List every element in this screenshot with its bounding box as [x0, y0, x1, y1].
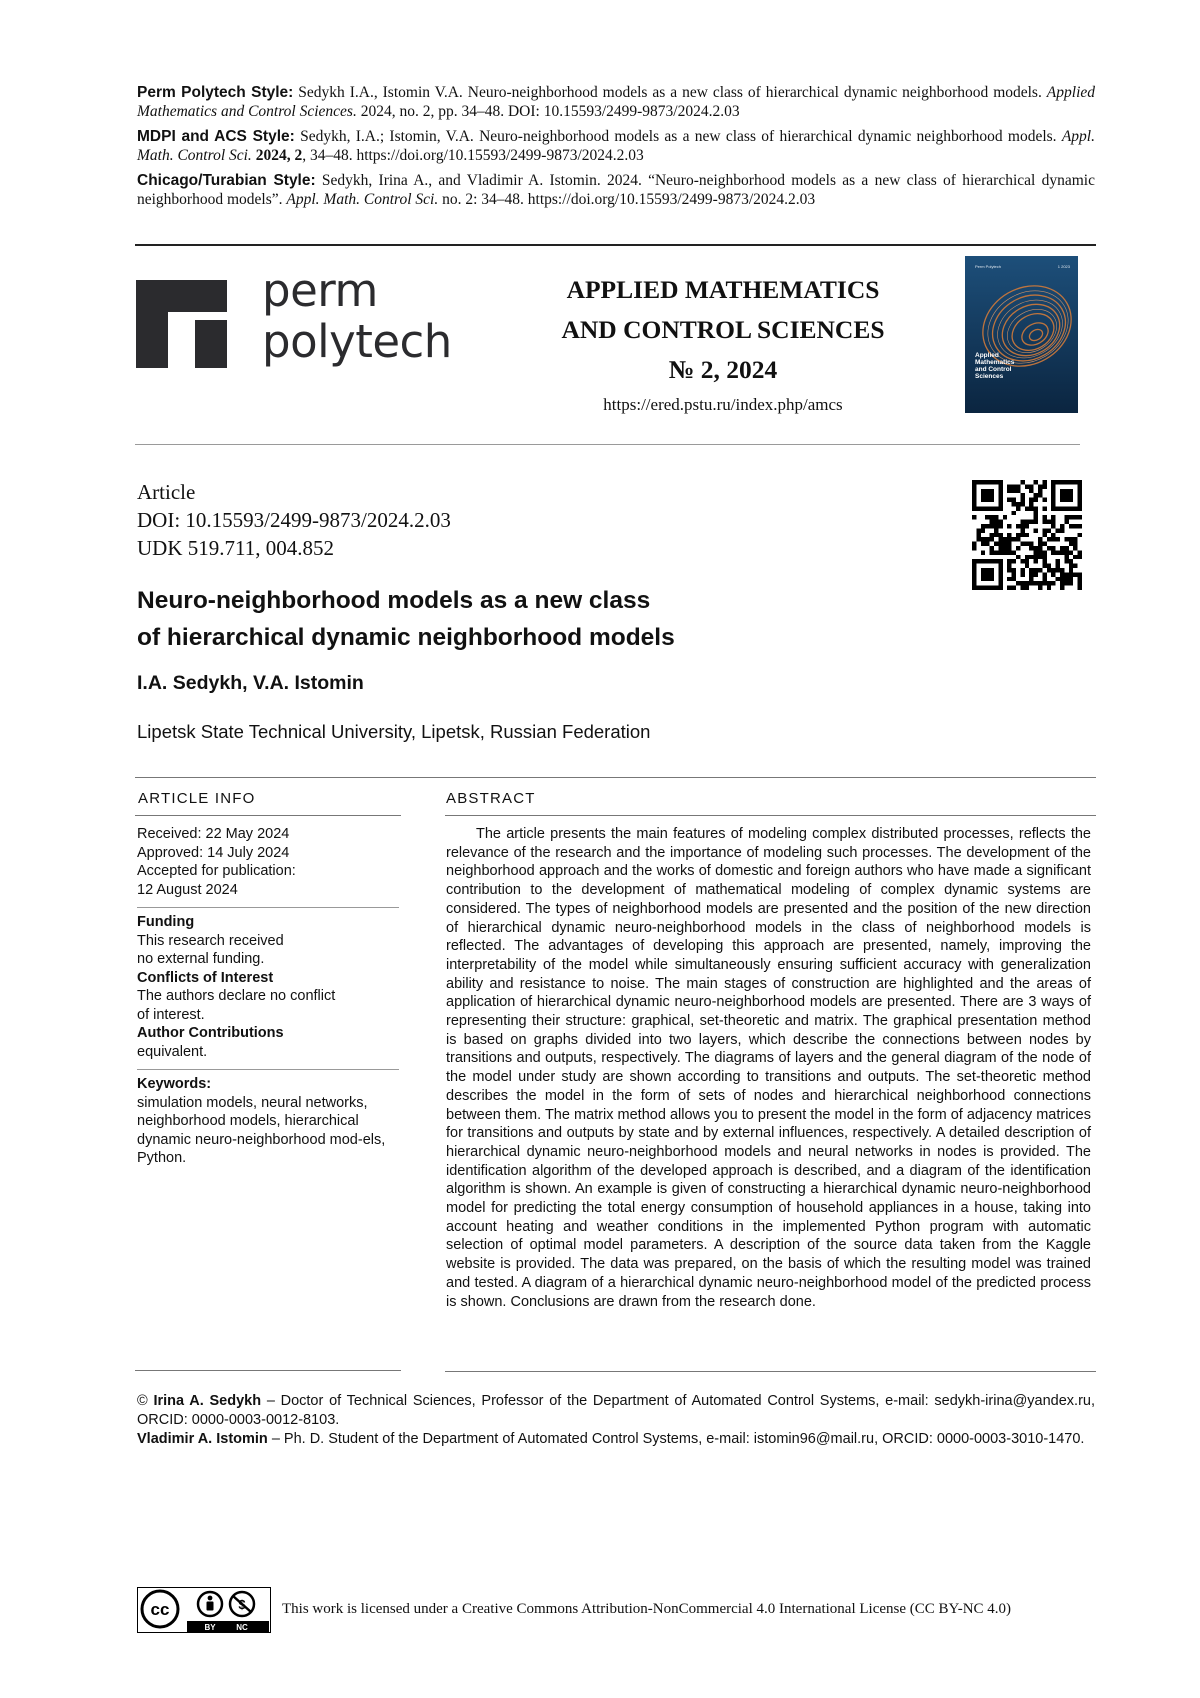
article-meta — [137, 478, 451, 562]
header-divider — [135, 244, 1096, 246]
abstract-text: The article presents the main features of modeling complex distributed processes, reflects the relevance of the research and the importance of modeling such processes. The development of the neighborhood approach and the works of domestic and foreign authors who have made a significant contribution to the development of mathematical modeling of complex dynamic systems are considered. The types of neighborhood models are presented and the position of the new direction of hierarchical dynamic neuro-neighborhood models in the class of neighborhood models is reflected. The advantages of developing this approach are presented, namely, improving the interpretability of the model while simultaneously ensuring sufficient accuracy with generalization ability and resistance to noise. The main stages of construction are highlighted and the areas of application of hierarchical dynamic neuro-neighborhood models are presented. There are 3 ways of representing their structure: graphical, set-theoretic and matrix. The graphical presentation method is based on graphs divided into two layers, which describe the connections between nodes by transitions and outputs, respectively. The diagrams of layers and the general diagram of the node of the model under study are shown according to transitions and outputs. The set-theoretic method describes the model in the form of sets of nodes and hierarchical neighborhood connections between them. The matrix method allows you to present the model in the form of adjacency matrices for transitions and outputs by state and by external influences, respectively. A detailed description of hierarchical dynamic neuro-neighborhood models and neural networks in nodes is provided. The identification algorithm of the developed approach is described, and a diagram of the identification algorithm is shown. An example is given of constructing a hierarchical dynamic neuro-neighborhood model for predicting the total energy consumption of household appliances in a house, taking into account heating and weather conditions in the implemented Python program with automatic selection of optimal model parameters. A description of the source data taken from the Kaggle website is provided. The data was prepared, on the basis of which the resulting model was trained and tested. A diagram of a hierarchical dynamic neuro-neighborhood model of the predicted process is shown. Conclusions are drawn from the research done. — [446, 825, 1091, 1311]
qr-code-icon[interactable] — [972, 480, 1082, 590]
svg-text:BY: BY — [204, 1623, 216, 1632]
cover-spiral-icon — [965, 256, 1078, 413]
info-top-rule — [135, 777, 1096, 778]
journal-name-line2: AND CONTROL SCIENCES — [528, 310, 918, 350]
article-dates: Received: 22 May 2024 Approved: 14 July 2024 Accepted for publication: 12 August 2024 — [137, 825, 397, 903]
journal-header — [528, 270, 918, 418]
article-info-heading: ARTICLE INFO — [138, 790, 255, 807]
svg-text:NC: NC — [236, 1623, 248, 1632]
article-doi[interactable]: DOI: 10.15593/2499-9873/2024.2.03 — [137, 506, 451, 534]
citation-block — [137, 83, 1095, 215]
logo-wordmark: perm polytech — [262, 265, 452, 367]
license-text: This work is licensed under a Creative Commons Attribution-NonCommercial 4.0 International License (CC BY-NC 4.0) — [282, 1601, 1011, 1618]
info-bottom-rule — [135, 1370, 401, 1371]
article-info-panel — [137, 825, 397, 1172]
journal-cover-image: Perm Polytech 1 2023 Applied Mathematics and Control Sciences — [965, 256, 1078, 413]
info-separator — [137, 907, 399, 908]
perm-polytech-logo — [136, 277, 496, 377]
section-divider — [135, 444, 1080, 445]
journal-issue: № 2, 2024 — [528, 350, 918, 390]
article-udk: UDK 519.711, 004.852 — [137, 534, 451, 562]
cc-by-nc-license-icon[interactable] — [137, 1587, 271, 1633]
citation-perm-polytech: Perm Polytech Style: Sedykh I.A., Istomin V.A. Neuro-neighborhood models as a new class of hierarchical dynamic neighborhood models. Applied Mathematics and Control Sciences. 2024, no. 2, pp. 34–48. DOI: 10.15593/2499-9873/2024.2.03 — [137, 83, 1095, 121]
abstract-heading-rule — [445, 815, 1096, 816]
abstract-heading: ABSTRACT — [446, 790, 536, 807]
author-footnotes — [137, 1392, 1095, 1449]
article-declarations: Funding This research received no external funding. Conflicts of Interest The authors declare no conflict of interest. Author Contributions equivalent. — [137, 913, 397, 1065]
article-type: Article — [137, 478, 451, 506]
abstract-bottom-rule — [445, 1371, 1096, 1372]
svg-text:cc: cc — [151, 1600, 170, 1619]
article-affiliation: Lipetsk State Technical University, Lipetsk, Russian Federation — [137, 721, 650, 743]
article-info-heading-rule — [135, 815, 401, 816]
article-authors: I.A. Sedykh, V.A. Istomin — [137, 672, 364, 695]
article-keywords: Keywords: simulation models, neural networks, neighborhood models, hierarchical dynamic neuro-neighborhood mod-els, Python. — [137, 1075, 397, 1172]
footnote-author-1: © Irina A. Sedykh – Doctor of Technical Sciences, Professor of the Department of Automated Control Systems, e-mail: sedykh-irina@yandex.ru, ORCID: 0000-0003-0012-8103. — [137, 1392, 1095, 1430]
article-title: Neuro-neighborhood models as a new class of hierarchical dynamic neighborhood models — [137, 582, 917, 656]
cover-title: Applied Mathematics and Control Sciences — [975, 352, 1045, 380]
license-footer — [137, 1587, 1097, 1633]
journal-url[interactable]: https://ered.pstu.ru/index.php/amcs — [528, 392, 918, 418]
perm-polytech-logo-mark-icon — [136, 280, 227, 368]
citation-chicago: Chicago/Turabian Style: Sedykh, Irina A., and Vladimir A. Istomin. 2024. “Neuro-neighborhood models as a new class of hierarchical dynamic neighborhood models”. Appl. Math. Control Sci. no. 2: 34–48. https://doi.org/10.15593/2499-9873/2024.2.03 — [137, 171, 1095, 209]
footnote-author-2: Vladimir A. Istomin – Ph. D. Student of the Department of Automated Control Systems, e-mail: istomin96@mail.ru, ORCID: 0000-0003-3010-1470. — [137, 1430, 1095, 1449]
info-separator — [137, 1069, 399, 1070]
journal-name-line1: APPLIED MATHEMATICS — [528, 270, 918, 310]
citation-mdpi-acs: MDPI and ACS Style: Sedykh, I.A.; Istomin, V.A. Neuro-neighborhood models as a new class of hierarchical dynamic neighborhood models. Appl. Math. Control Sci. 2024, 2, 34–48. https://doi.org/10.15593/2499-9873/2024.2.03 — [137, 127, 1095, 165]
